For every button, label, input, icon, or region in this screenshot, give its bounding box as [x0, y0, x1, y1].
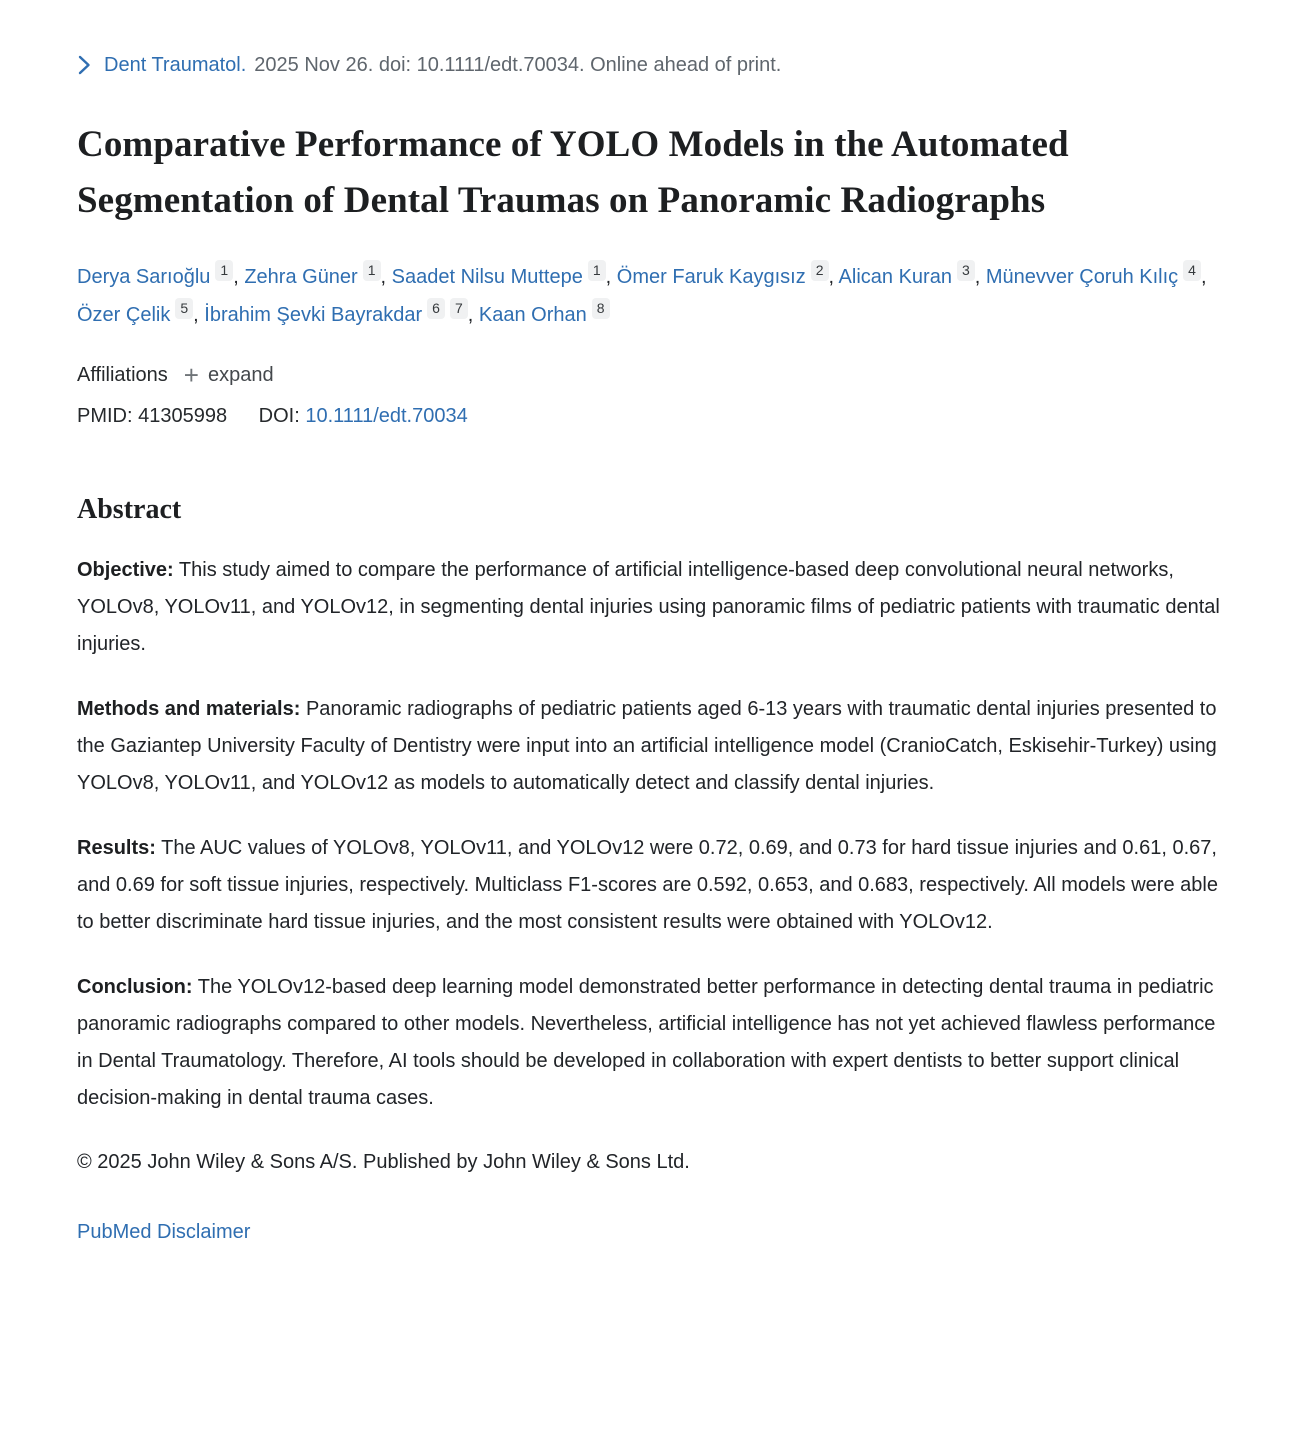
author-list — [77, 258, 1233, 334]
affiliation-superscript[interactable]: 1 — [215, 260, 233, 281]
pmid-value: 41305998 — [138, 405, 228, 427]
pubmed-disclaimer-link[interactable]: PubMed Disclaimer — [77, 1221, 251, 1243]
author-separator: , — [467, 304, 474, 326]
citation-text: 2025 Nov 26. doi: 10.1111/edt.70034. Online ahead of print. — [254, 54, 782, 76]
abstract-body — [77, 552, 1233, 1117]
section-label: Conclusion: — [77, 976, 193, 998]
author-item — [77, 300, 199, 326]
affiliation-superscript[interactable]: 1 — [588, 260, 606, 281]
author-item — [391, 262, 612, 288]
affiliation-superscript[interactable]: 5 — [175, 298, 193, 319]
author-link[interactable]: Saadet Nilsu Muttepe — [391, 266, 583, 288]
author-link[interactable]: Alican Kuran — [838, 266, 952, 288]
author-item — [985, 262, 1207, 288]
author-item — [478, 300, 610, 326]
doi-group — [259, 405, 468, 427]
abstract-heading: Abstract — [77, 494, 182, 525]
author-separator: , — [233, 266, 239, 288]
author-link[interactable]: Derya Sarıoğlu — [77, 266, 211, 288]
affiliation-superscript[interactable]: 8 — [592, 298, 610, 319]
author-item — [616, 262, 835, 288]
author-link[interactable]: Zehra Güner — [244, 266, 358, 288]
author-separator: , — [605, 266, 612, 288]
affiliation-superscript[interactable]: 4 — [1183, 260, 1201, 281]
chevron-right-icon[interactable] — [77, 54, 92, 76]
affiliations-label: Affiliations — [77, 364, 168, 386]
abstract-paragraph-results — [77, 830, 1233, 941]
author-item — [244, 262, 387, 288]
section-text: Panoramic radiographs of pediatric patients aged 6-13 years with traumatic dental injuries presented to the Gaziantep University Faculty of Dentistry were input into an artificial intelligence model (CranioCatch, Eskisehir-Turkey) using YOLOv8, YOLOv11, and YOLOv12 as models to automatically detect and classify dental injuries. — [77, 698, 1217, 794]
section-label: Objective: — [77, 559, 174, 581]
author-separator: , — [828, 266, 835, 288]
abstract-paragraph-conclusion — [77, 969, 1233, 1117]
section-text: The AUC values of YOLOv8, YOLOv11, and YOLOv12 were 0.72, 0.69, and 0.73 for hard tissue injuries and 0.61, 0.67, and 0.69 for soft tissue injuries, respectively. Multiclass F1-scores are 0.592, 0.653, and 0.683, respectively. All models were able to better discriminate hard tissue injuries, and the most consistent results were obtained with YOLOv12. — [77, 837, 1218, 933]
affiliation-superscript[interactable]: 2 — [811, 260, 829, 281]
affiliation-superscript[interactable]: 7 — [450, 298, 468, 319]
author-separator: , — [193, 304, 199, 326]
author-item — [838, 262, 981, 288]
affiliation-superscript[interactable]: 3 — [957, 260, 975, 281]
copyright-statement: © 2025 John Wiley & Sons A/S. Published by John Wiley & Sons Ltd. — [77, 1151, 690, 1173]
page-title: Comparative Performance of YOLO Models in the Automated Segmentation of Dental Traumas on Panoramic Radiographs — [77, 124, 1069, 221]
identifiers-row — [77, 400, 1233, 432]
doi-label: DOI: — [258, 405, 300, 427]
affiliation-superscript[interactable]: 6 — [427, 298, 445, 319]
author-item — [77, 262, 239, 288]
author-link[interactable]: Münevver Çoruh Kılıç — [985, 266, 1179, 288]
journal-link[interactable]: Dent Traumatol. — [104, 54, 247, 76]
pmid-label: PMID: — [77, 405, 133, 427]
section-label: Methods and materials: — [77, 698, 301, 720]
author-link[interactable]: Özer Çelik — [77, 304, 171, 326]
author-link[interactable]: İbrahim Şevki Bayrakdar — [204, 304, 423, 326]
affiliations-expand-button[interactable] — [184, 360, 274, 390]
section-text: The YOLOv12-based deep learning model demonstrated better performance in detecting dental trauma in pediatric panoramic radiographs compared to other models. Nevertheless, artificial intelligence has not yet achieved flawless performance in Dental Traumatology. Therefore, AI tools should be developed in collaboration with expert dentists to better support clinical decision-making in dental trauma cases. — [77, 976, 1216, 1109]
author-link[interactable]: Kaan Orhan — [478, 304, 587, 326]
abstract-paragraph-objective — [77, 552, 1233, 663]
section-text: This study aimed to compare the performance of artificial intelligence-based deep convolutional neural networks, YOLOv8, YOLOv11, and YOLOv12, in segmenting dental injuries using panoramic films of pediatric patients with traumatic dental injuries. — [77, 559, 1220, 655]
author-item — [204, 300, 474, 326]
author-separator: , — [380, 266, 387, 288]
doi-link[interactable]: 10.1111/edt.70034 — [305, 405, 468, 427]
affiliations-row — [77, 360, 1233, 390]
breadcrumb — [77, 49, 1233, 81]
author-link[interactable]: Ömer Faruk Kaygısız — [616, 266, 806, 288]
author-separator: , — [974, 266, 981, 288]
abstract-paragraph-methods — [77, 691, 1233, 802]
plus-icon: + — [183, 360, 199, 390]
expand-label: expand — [207, 364, 274, 386]
section-label: Results: — [77, 837, 156, 859]
author-separator: , — [1200, 266, 1207, 288]
affiliation-superscript[interactable]: 1 — [363, 260, 381, 281]
